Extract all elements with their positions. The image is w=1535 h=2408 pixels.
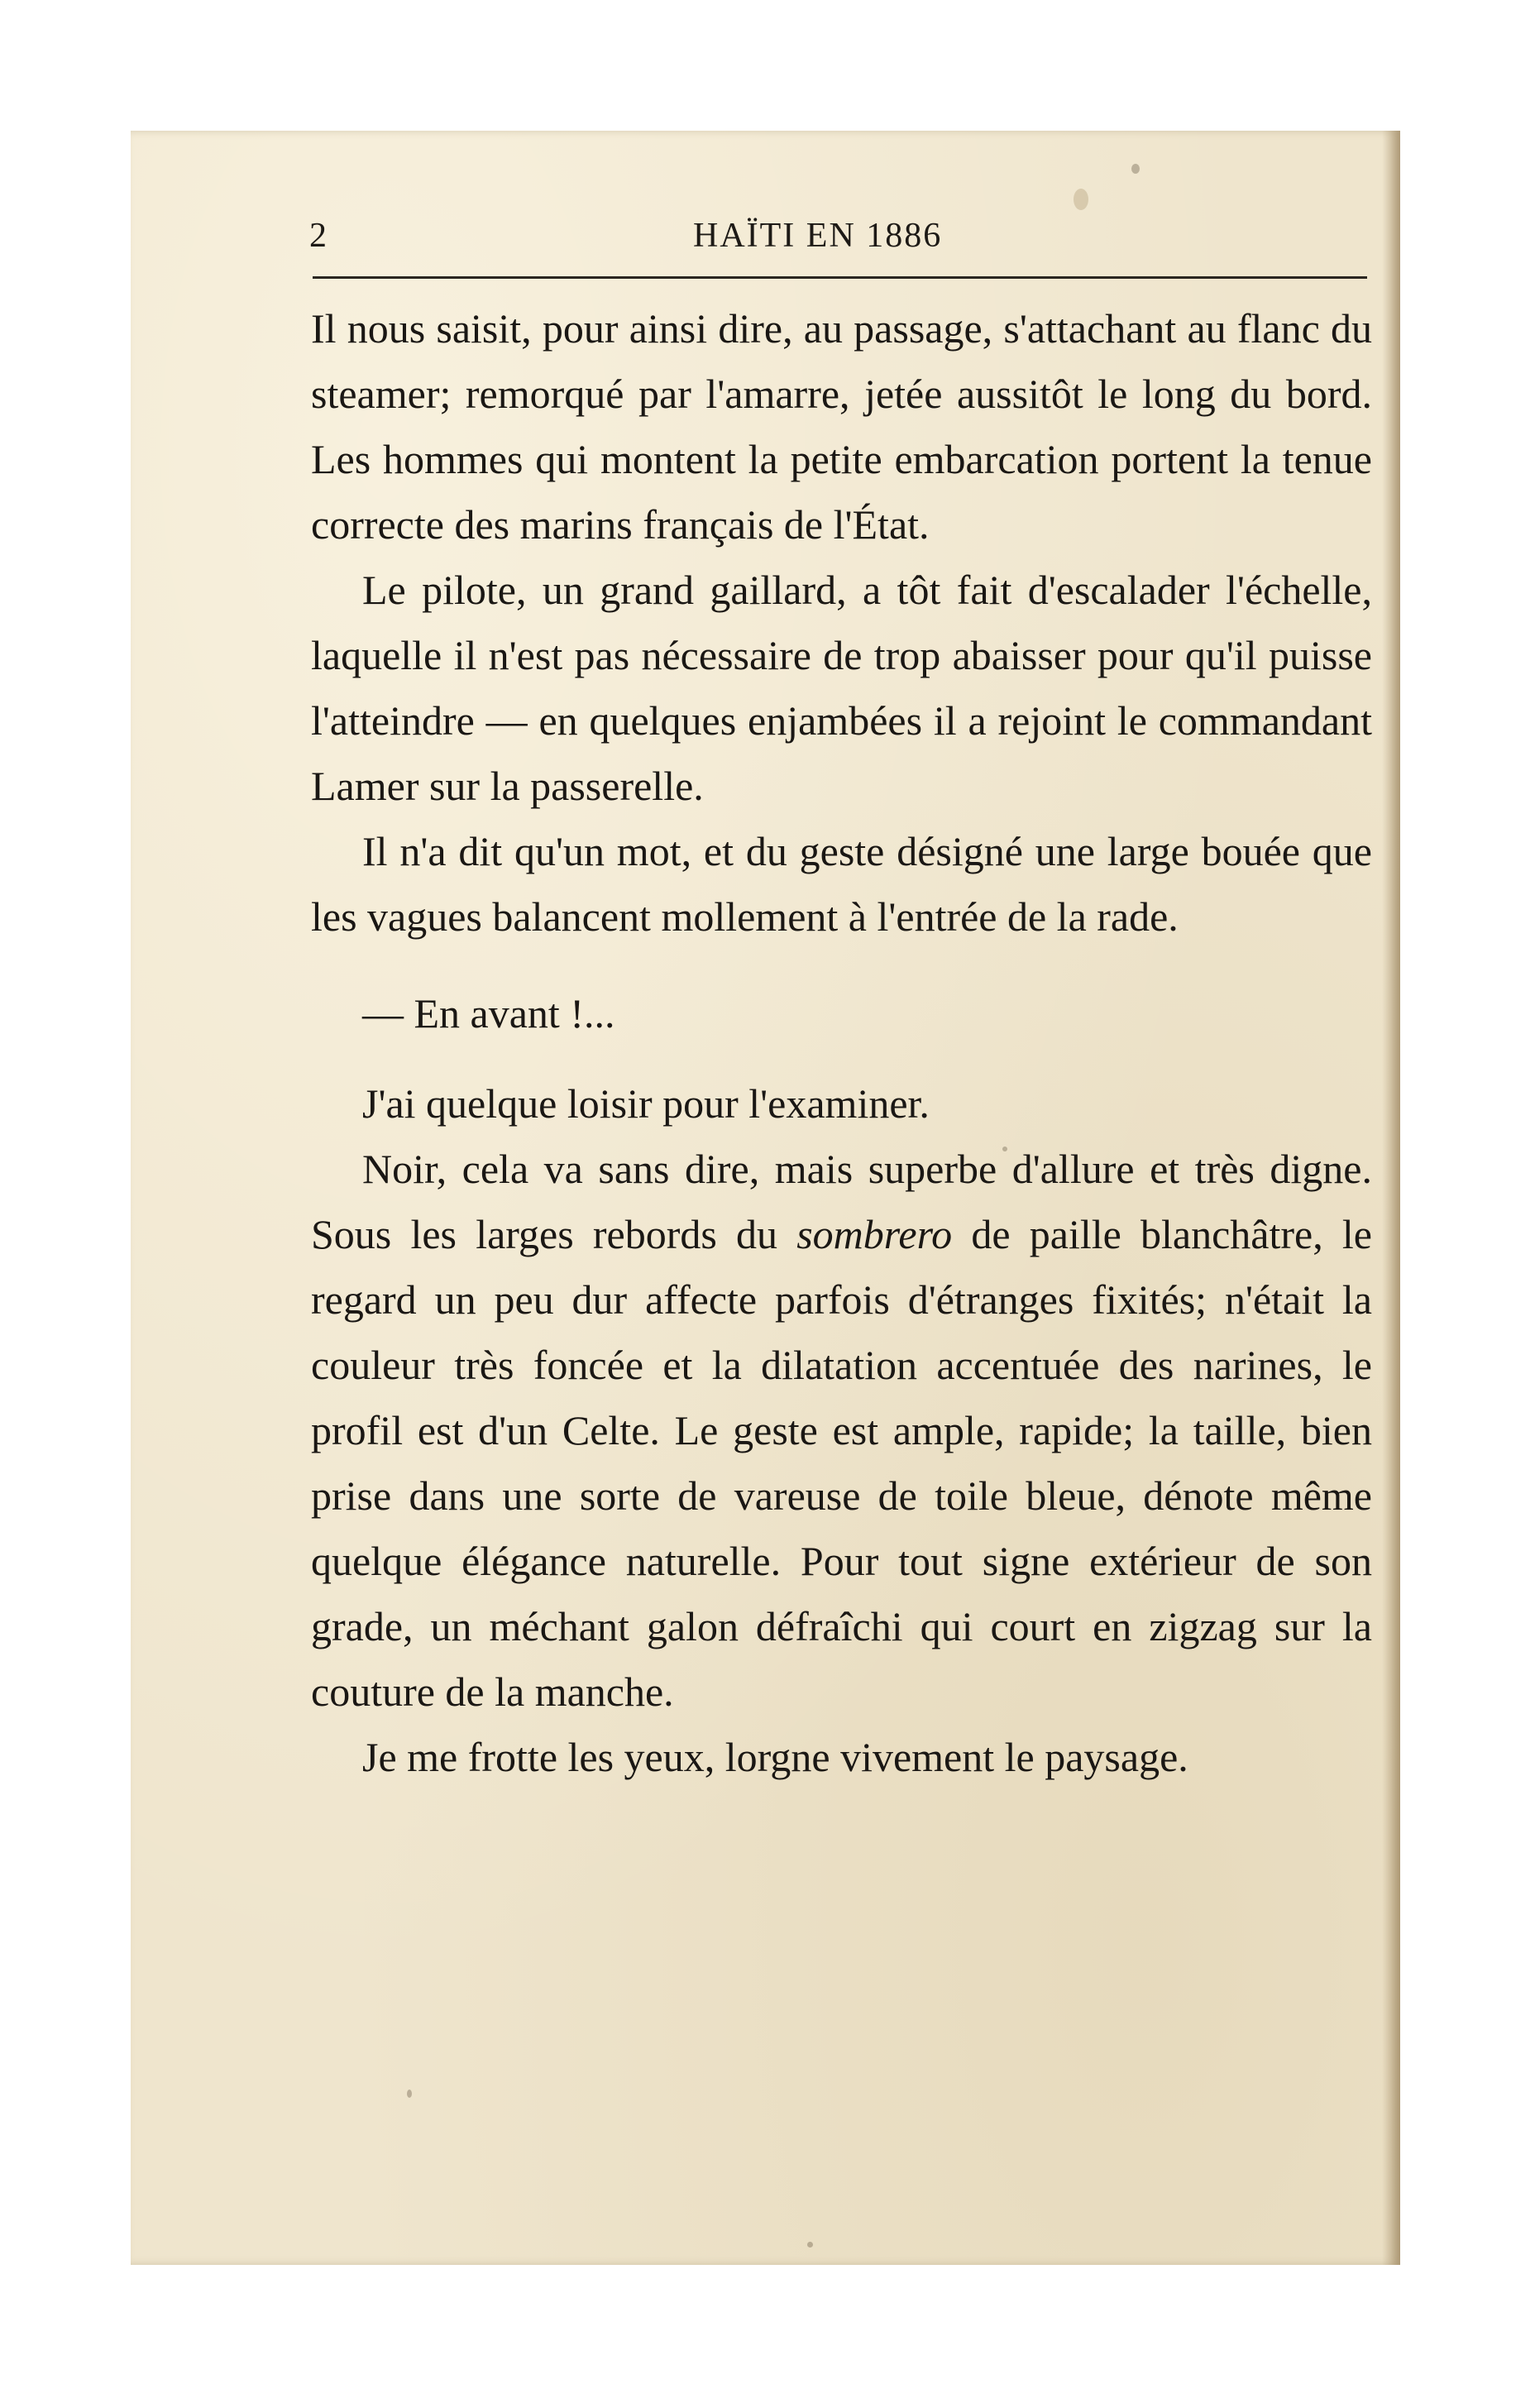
paper-speck [1002,1147,1007,1151]
paragraph-6 [311,1137,1372,1725]
dialogue-line: — En avant !... [362,990,615,1036]
header-rule [313,276,1367,279]
paragraph-6-text-b: de paille blanchâtre, le regard un peu dur affecte parfois d'étranges fixités; n'était la couleur très foncée et la dilatation accentuée des narines, le profil est d'un Celte. Le geste est ample, rapide; la taille, bien prise dans une sorte de vareuse de toile bleue, dénote même quelque élégance naturelle. Pour tout signe extérieur de son grade, un méchant galon défraîchi qui court en zigzag sur la couture de la manche. [311,1211,1372,1715]
running-head [131,207,1400,265]
page-edge-shadow [1382,131,1400,2265]
paper-speck [407,2090,412,2098]
body-text [311,296,1372,1790]
page-number: 2 [309,217,327,255]
paragraph-2: Le pilote, un grand gaillard, a tôt fait d'escalader l'échelle, laquelle il n'est pas nécessaire de trop abaisser pour qu'il puisse l'atteindre — en quelques enjambées il a rejoint le commandant Lamer sur la passerelle. [311,567,1372,809]
paper-speck [1131,164,1140,174]
paragraph-5: J'ai quelque loisir pour l'examiner. [362,1080,930,1127]
paragraph-1: Il nous saisit, pour ainsi dire, au passage, s'attachant au flanc du steamer; remorqué par l'amarre, jetée aussitôt le long du bord. Les hommes qui montent la petite embarcation portent la tenue correcte des marins français de l'État. [311,305,1372,548]
paragraph-3: Il n'a dit qu'un mot, et du geste désigné une large bouée que les vagues balancent mollement à l'entrée de la rade. [311,828,1372,940]
paragraph-7: Je me frotte les yeux, lorgne vivement le paysage. [362,1734,1188,1780]
book-page [131,131,1400,2265]
paper-speck [807,2242,813,2248]
running-title: HAÏTI EN 1886 [693,217,943,255]
italic-word: sombrero [796,1211,953,1257]
paper-speck [1074,189,1088,210]
paragraph-6-text-a: Noir, cela va sans dire, mais superbe d'allure et très digne. Sous les larges rebords du [311,1146,1372,1257]
